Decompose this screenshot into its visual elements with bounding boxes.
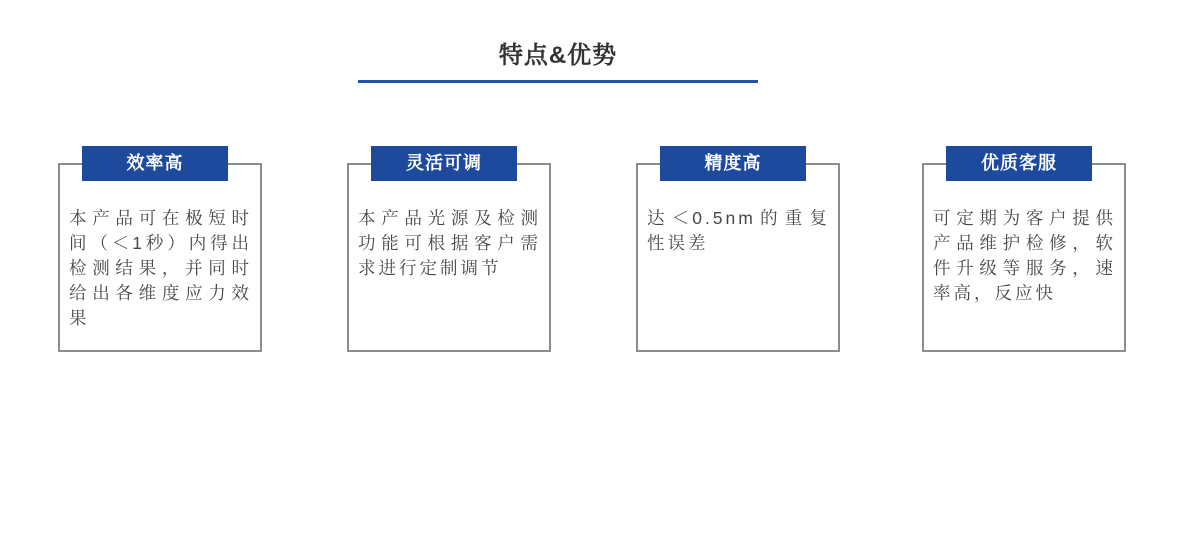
- card-body-text: 本产品可在极短时间（＜1秒）内得出检测结果，并同时给出各维度应力效果: [69, 208, 252, 328]
- card-body-text: 达＜0.5nm的重复性误差: [647, 208, 830, 253]
- feature-card-service: [922, 146, 1126, 352]
- card-title-badge: [946, 146, 1092, 181]
- card-title-badge: [371, 146, 517, 181]
- card-title-badge: [82, 146, 228, 181]
- card-body-text: 可定期为客户提供产品维护检修，软件升级等服务，速率高，反应快: [933, 208, 1116, 303]
- card-body-text: 本产品光源及检测功能可根据客户需求进行定制调节: [358, 208, 541, 278]
- card-title: 优质客服: [981, 153, 1057, 173]
- page-title: 特点&优势: [498, 42, 618, 69]
- card-title: 精度高: [704, 153, 762, 173]
- feature-card-efficiency: [58, 146, 262, 352]
- card-title: 效率高: [126, 153, 184, 173]
- card-title-badge: [660, 146, 806, 181]
- feature-cards-row: [0, 146, 1199, 356]
- feature-card-precision: [636, 146, 840, 352]
- card-title: 灵活可调: [406, 153, 482, 173]
- section-header: [358, 42, 758, 83]
- title-underline: [358, 80, 758, 83]
- card-border-box: [636, 163, 840, 352]
- feature-card-flexibility: [347, 146, 551, 352]
